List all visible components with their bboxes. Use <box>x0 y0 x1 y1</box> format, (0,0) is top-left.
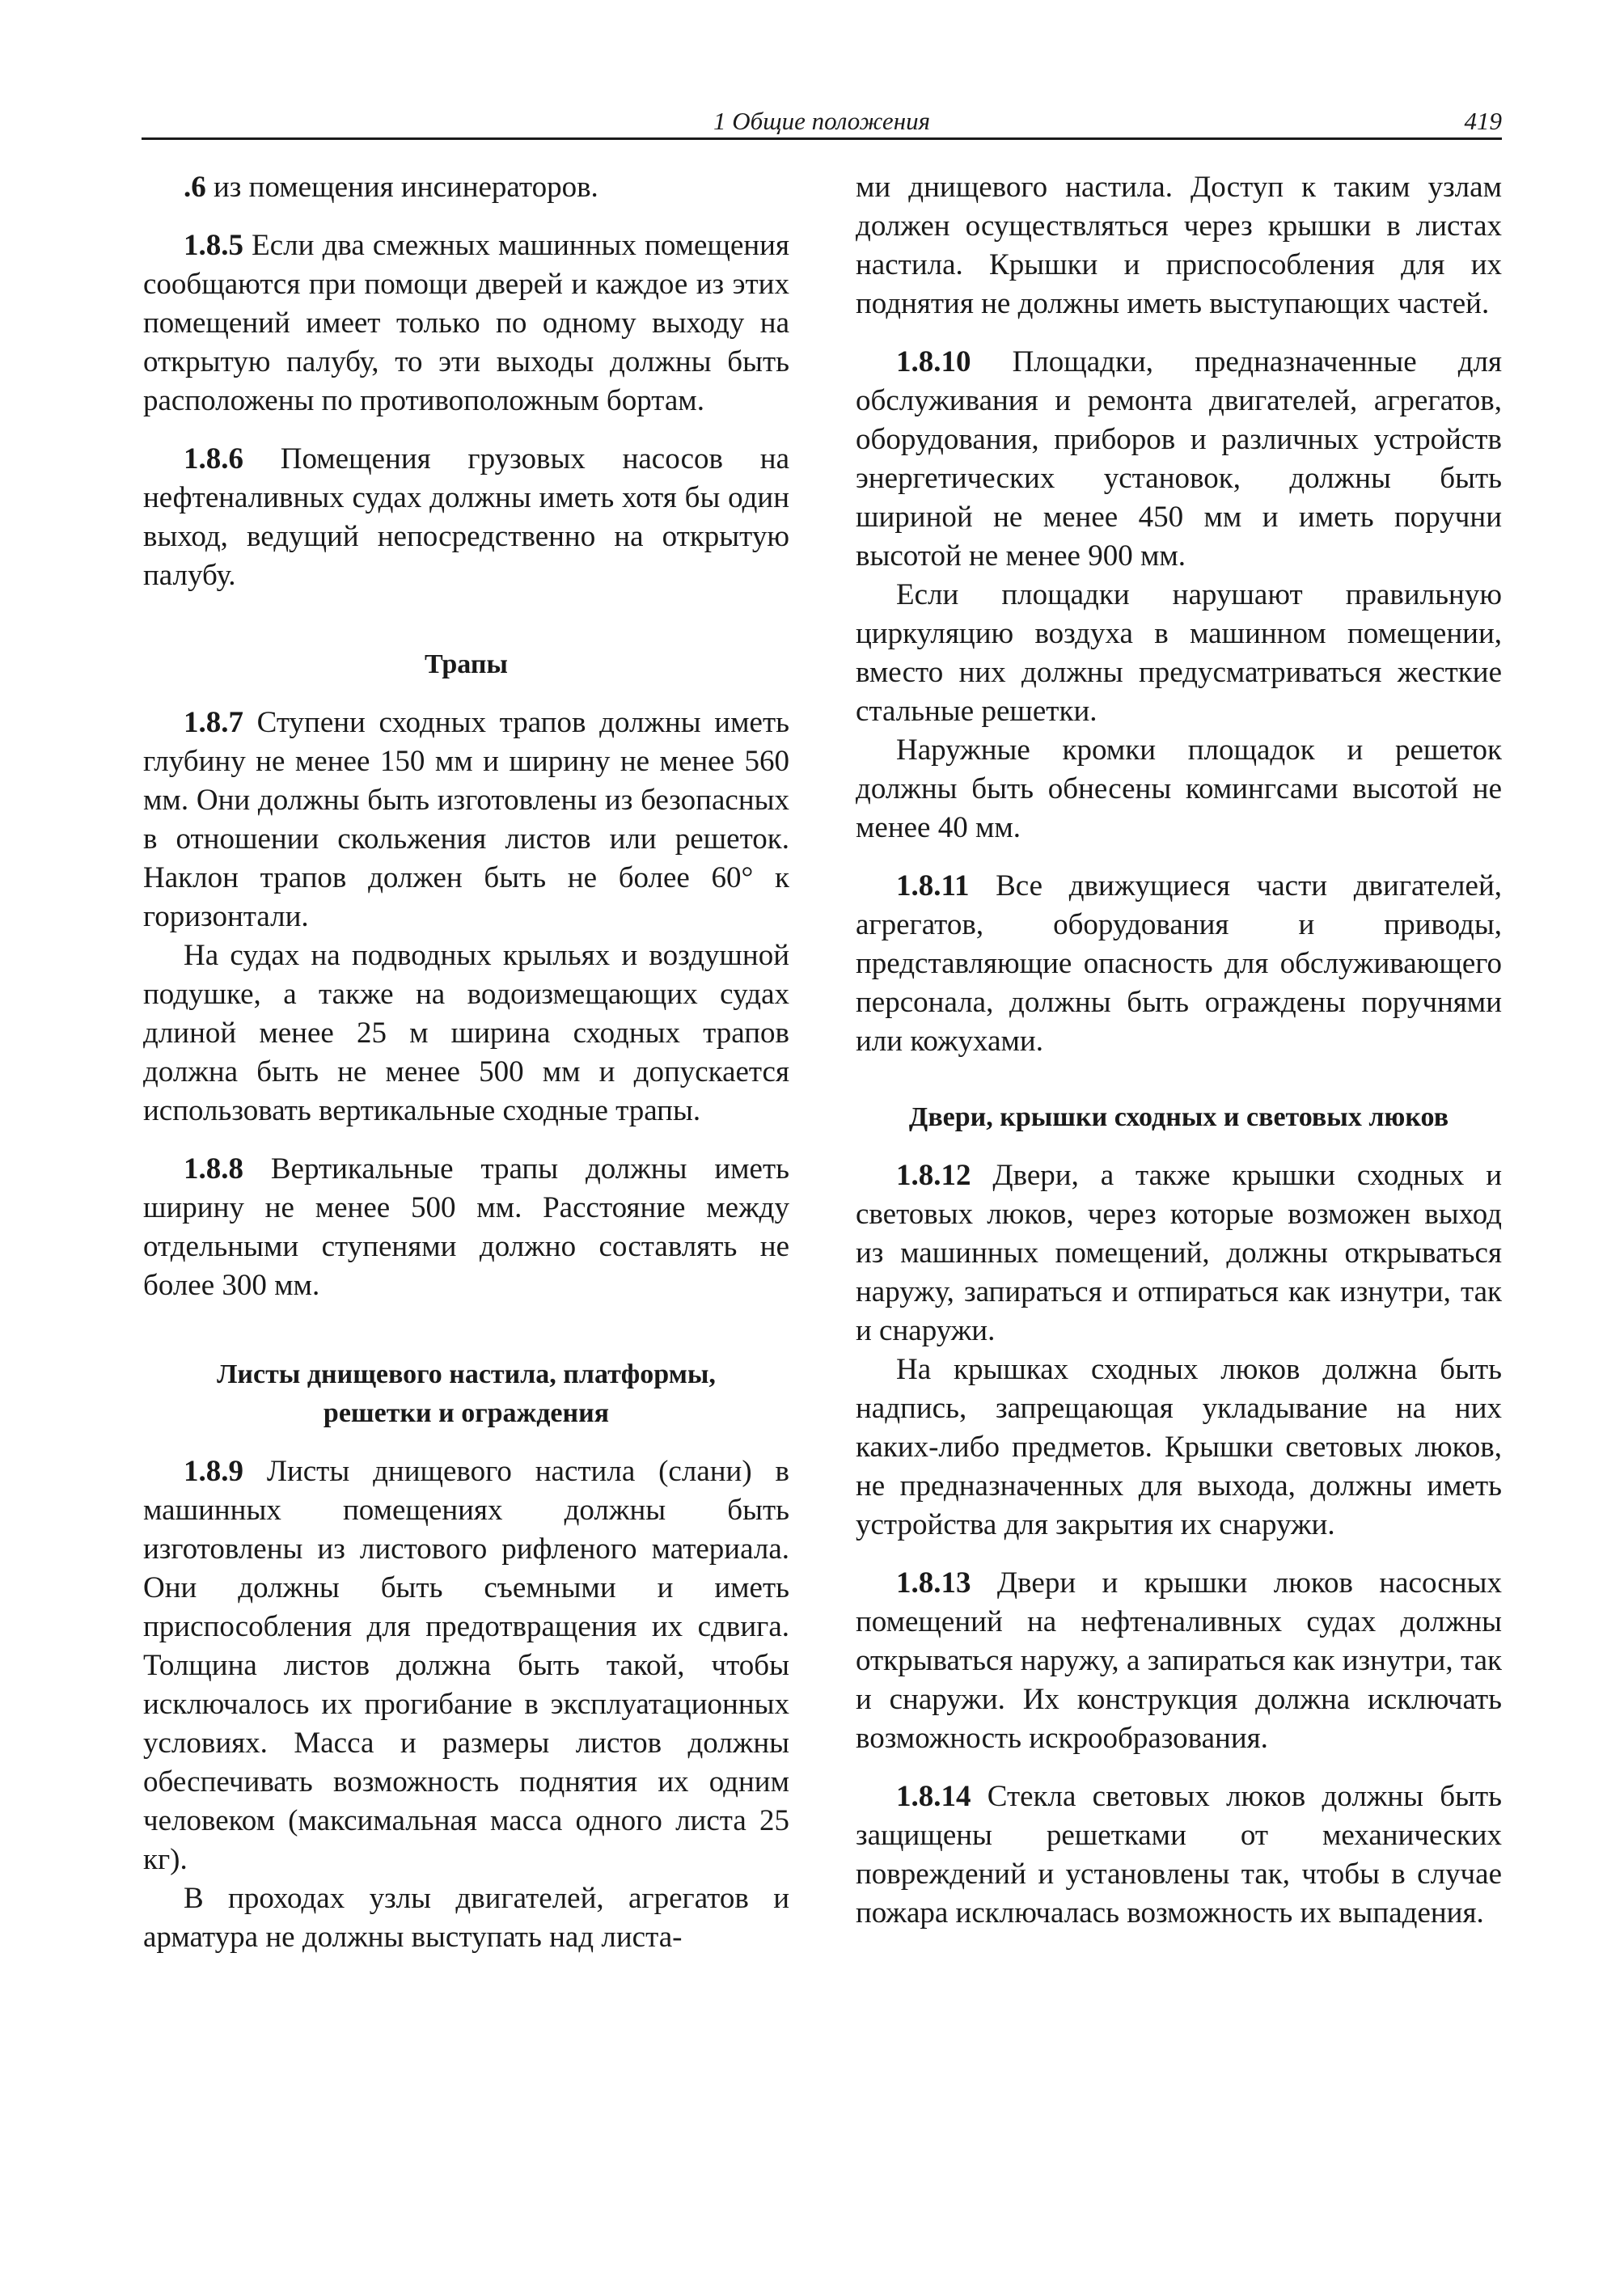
paragraph-1-8-12 <box>856 1156 1502 1351</box>
section-heading-ladders: Трапы <box>425 649 508 679</box>
paragraph-1-8-7 <box>143 704 789 936</box>
paragraph-1-8-13 <box>856 1564 1502 1758</box>
paragraph-text: Наружные кромки площадок и решеток должны быть обнесены комингсами высотой не менее 40 мм. <box>856 733 1502 844</box>
paragraph-text: Двери и крышки люков насосных помещений на нефтеналивных судах должны открываться наружу, а запираться как изнутри, так и снаружи. Их конструкция должна исключать возможность искрообразования. <box>856 1566 1502 1755</box>
paragraph-text: В проходах узлы двигателей, агрегатов и арматура не должны выступать над листа- <box>143 1882 789 1954</box>
page-number: 419 <box>1464 107 1502 135</box>
paragraph-text: Листы днищевого настила (слани) в машинных помещениях должны быть изготовлены из листового рифленого материала. Они должны быть съемными и иметь приспособления для предотвращения их сдвига. Толщина листов должна быть такой, чтобы исключалось их прогибание в эксплуатационных условиях. Масса и размеры листов должны обеспечивать возможность поднятия их одним человеком (максимальная масса одного листа 25 кг). <box>143 1455 789 1876</box>
clause-number: 1.8.14 <box>896 1780 971 1813</box>
paragraph-item-6 <box>143 168 789 207</box>
chapter-title: 1 Общие положения <box>713 107 930 135</box>
clause-number: 1.8.9 <box>184 1455 243 1488</box>
paragraph-text: из помещения инсинераторов. <box>205 171 598 204</box>
paragraph-1-8-8 <box>143 1150 789 1305</box>
left-column <box>143 168 789 1957</box>
paragraph-text: Вертикальные трапы должны иметь ширину не менее 500 мм. Расстояние между отдельными ступенями должно составлять не более 300 мм. <box>143 1152 789 1302</box>
paragraph-text: ми днищевого настила. Доступ к таким узлам должен осуществляться через крышки в листах настила. Крышки и приспособления для их поднятия не должны иметь выступающих частей. <box>856 171 1502 320</box>
paragraph-text: Помещения грузовых насосов на нефтеналивных судах должны иметь хотя бы один выход, ведущий непосредственно на открытую палубу. <box>143 442 789 592</box>
clause-number: 1.8.12 <box>896 1159 971 1192</box>
clause-number: 1.8.11 <box>896 869 970 902</box>
clause-number: 1.8.13 <box>896 1566 971 1600</box>
clause-number: 1.8.6 <box>184 442 243 476</box>
paragraph-1-8-14 <box>856 1777 1502 1933</box>
right-column <box>856 168 1502 1933</box>
heading-line-1: Листы днищевого настила, платформы, <box>217 1359 716 1389</box>
clause-number: 1.8.5 <box>184 229 243 262</box>
clause-number: 1.8.8 <box>184 1152 243 1186</box>
paragraph-text: Площадки, предназначенные для обслуживания и ремонта двигателей, агрегатов, оборудования, приборов и различных устройств энергетических установок, должны быть шириной не менее 450 мм и иметь поручни высотой не менее 900 мм. <box>856 345 1502 573</box>
paragraph-text: На судах на подводных крыльях и воздушной подушке, а также на водоизмещающих судах длиной менее 25 м ширина сходных трапов должна быть не менее 500 мм и допускается использовать вертикальные сходные трапы. <box>143 939 789 1127</box>
section-heading-floor-plates <box>143 1355 789 1433</box>
heading-line-2: решетки и ограждения <box>323 1398 610 1428</box>
paragraph-text: Ступени сходных трапов должны иметь глубину не менее 150 мм и ширину не менее 560 мм. Они должны быть изготовлены из безопасных в отношении скольжения листов или решеток. Наклон трапов должен быть не более 60° к горизонтали. <box>143 706 789 933</box>
paragraph-text: Стекла световых люков должны быть защищены решетками от механических повреждений и установлены так, чтобы в случае пожара исключалась возможность их выпадения. <box>856 1780 1502 1930</box>
paragraph-1-8-10 <box>856 343 1502 576</box>
paragraph-1-8-11 <box>856 867 1502 1061</box>
paragraph-text: На крышках сходных люков должна быть надпись, запрещающая укладывание на них каких-либо предметов. Крышки световых люков, не предназначенных для выхода, должны иметь устройства для закрытия их снаружи. <box>856 1353 1502 1541</box>
paragraph-text: Все движущиеся части двигателей, агрегатов, оборудования и приводы, представляющие опасность для обслуживающего персонала, должны быть ограждены поручнями или кожухами. <box>856 869 1502 1058</box>
paragraph-text: Если площадки нарушают правильную циркуляцию воздуха в машинном помещении, вместо них должны предусматриваться жесткие стальные решетки. <box>856 578 1502 728</box>
paragraph-text: Если два смежных машинных помещения сообщаются при помощи дверей и каждое из этих помещений имеет только по одному выходу на открытую палубу, то эти выходы должны быть расположены по противоположным бортам. <box>143 229 789 417</box>
section-heading-doors-hatches: Двери, крышки сходных и световых люков <box>908 1102 1449 1132</box>
clause-number: 1.8.7 <box>184 706 243 739</box>
item-number: .6 <box>184 171 206 204</box>
paragraph-text: Двери, а также крышки сходных и световых люков, через которые возможен выход из машинных помещений, должны открываться наружу, запираться и отпираться как изнутри, так и снаружи. <box>856 1159 1502 1347</box>
clause-number: 1.8.10 <box>896 345 971 378</box>
paragraph-1-8-9 <box>143 1452 789 1879</box>
running-header <box>142 104 1502 140</box>
paragraph-1-8-6 <box>143 440 789 595</box>
paragraph-1-8-5 <box>143 226 789 421</box>
